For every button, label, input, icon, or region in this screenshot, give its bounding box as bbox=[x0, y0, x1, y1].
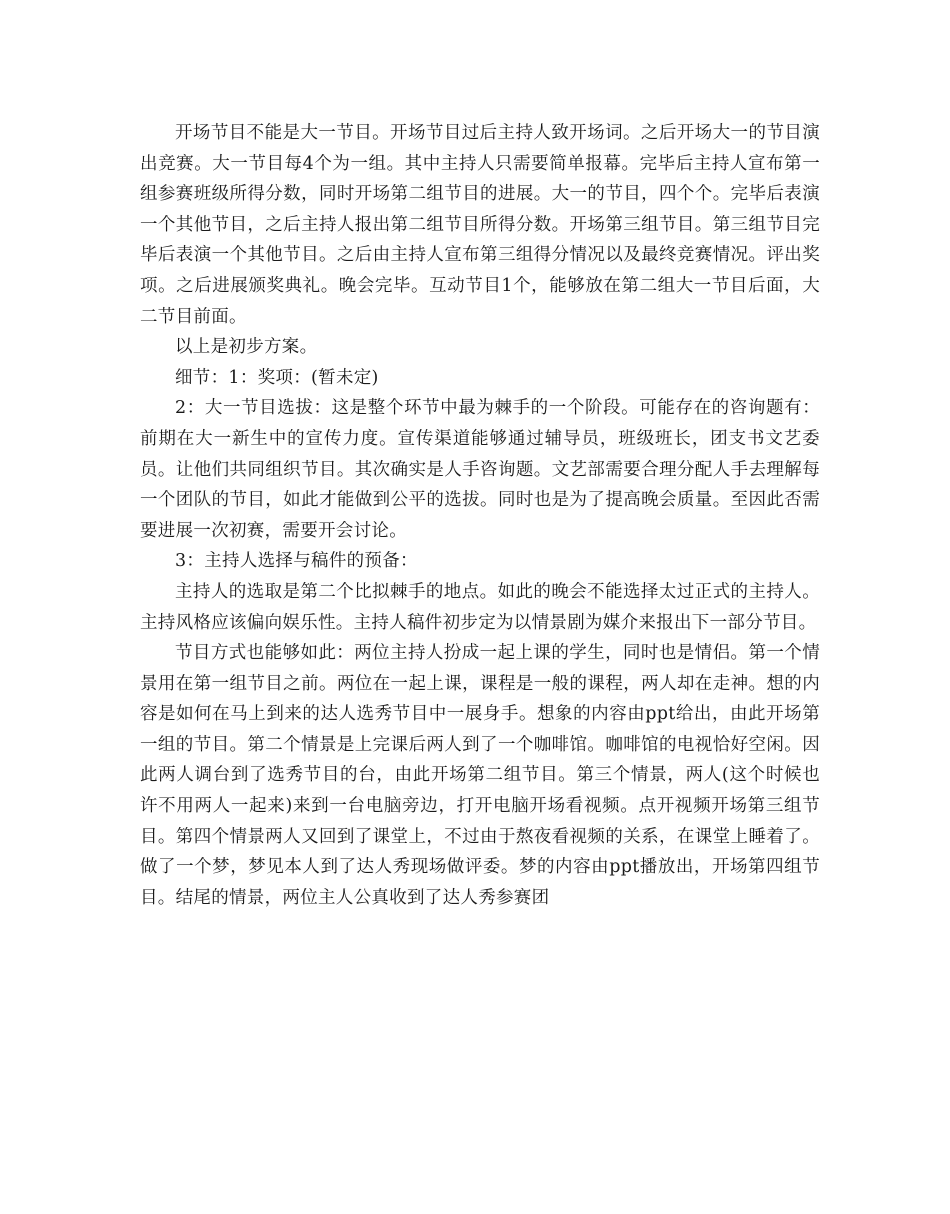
document-body bbox=[140, 118, 820, 913]
paragraph-program-order: 开场节目不能是大一节目。开场节目过后主持人致开场词。之后开场大一的节目演出竞赛。大一节目每4个为一组。其中主持人只需要简单报幕。完毕后主持人宣布第一组参赛班级所得分数，同时开场第二组节目的进展。大一的节目，四个个。完毕后表演一个其他节目，之后主持人报出第二组节目所得分数。开场第三组节目。第三组节目完毕后表演一个其他节目。之后由主持人宣布第三组得分情况以及最终竞赛情况。评出奖项。之后进展颁奖典礼。晚会完毕。互动节目1个，能够放在第二组大一节目后面，大二节目前面。 bbox=[140, 123, 820, 327]
paragraph-program-format: 节目方式也能够如此：两位主持人扮成一起上课的学生，同时也是情侣。第一个情景用在第一组节目之前。两位在一起上课，课程是一般的课程，两人却在走神。想的内容是如何在马上到来的达人选秀节目中一展身手。想象的内容由ppt给出，由此开场第一组的节目。第二个情景是上完课后两人到了一个咖啡馆。咖啡馆的电视恰好空闲。因此两人调台到了选秀节目的台，由此开场第二组节目。第三个情景，两人(这个时候也许不用两人一起来)来到一台电脑旁边，打开电脑开场看视频。点开视频开场第三组节目。第四个情景两人又回到了课堂上，不过由于熬夜看视频的关系，在课堂上睡着了。做了一个梦，梦见本人到了达人秀现场做评委。梦的内容由ppt播放出，开场第四组节目。结尾的情景，两位主人公真收到了达人秀参赛团 bbox=[140, 643, 820, 908]
paragraph-freshman-selection: 2：大一节目选拔：这是整个环节中最为棘手的一个阶段。可能存在的咨询题有：前期在大一新生中的宣传力度。宣传渠道能够通过辅导员，班级班长，团支书文艺委员。让他们共同组织节目。其次确实是人手咨询题。文艺部需要合理分配人手去理解每一个团队的节目，如此才能做到公平的选拔。同时也是为了提高晚会质量。至因此否需要进展一次初赛，需要开会讨论。 bbox=[140, 398, 820, 541]
paragraph-host-heading: 3：主持人选择与稿件的预备： bbox=[175, 551, 418, 572]
paragraph-preliminary-plan: 以上是初步方案。 bbox=[175, 337, 318, 358]
paragraph-details-awards: 细节：1：奖项：(暂未定) bbox=[175, 367, 379, 388]
paragraph-host-selection: 主持人的选取是第二个比拟棘手的地点。如此的晚会不能选择太过正式的主持人。主持风格应该偏向娱乐性。主持人稿件初步定为以情景剧为媒介来报出下一部分节目。 bbox=[140, 581, 820, 633]
